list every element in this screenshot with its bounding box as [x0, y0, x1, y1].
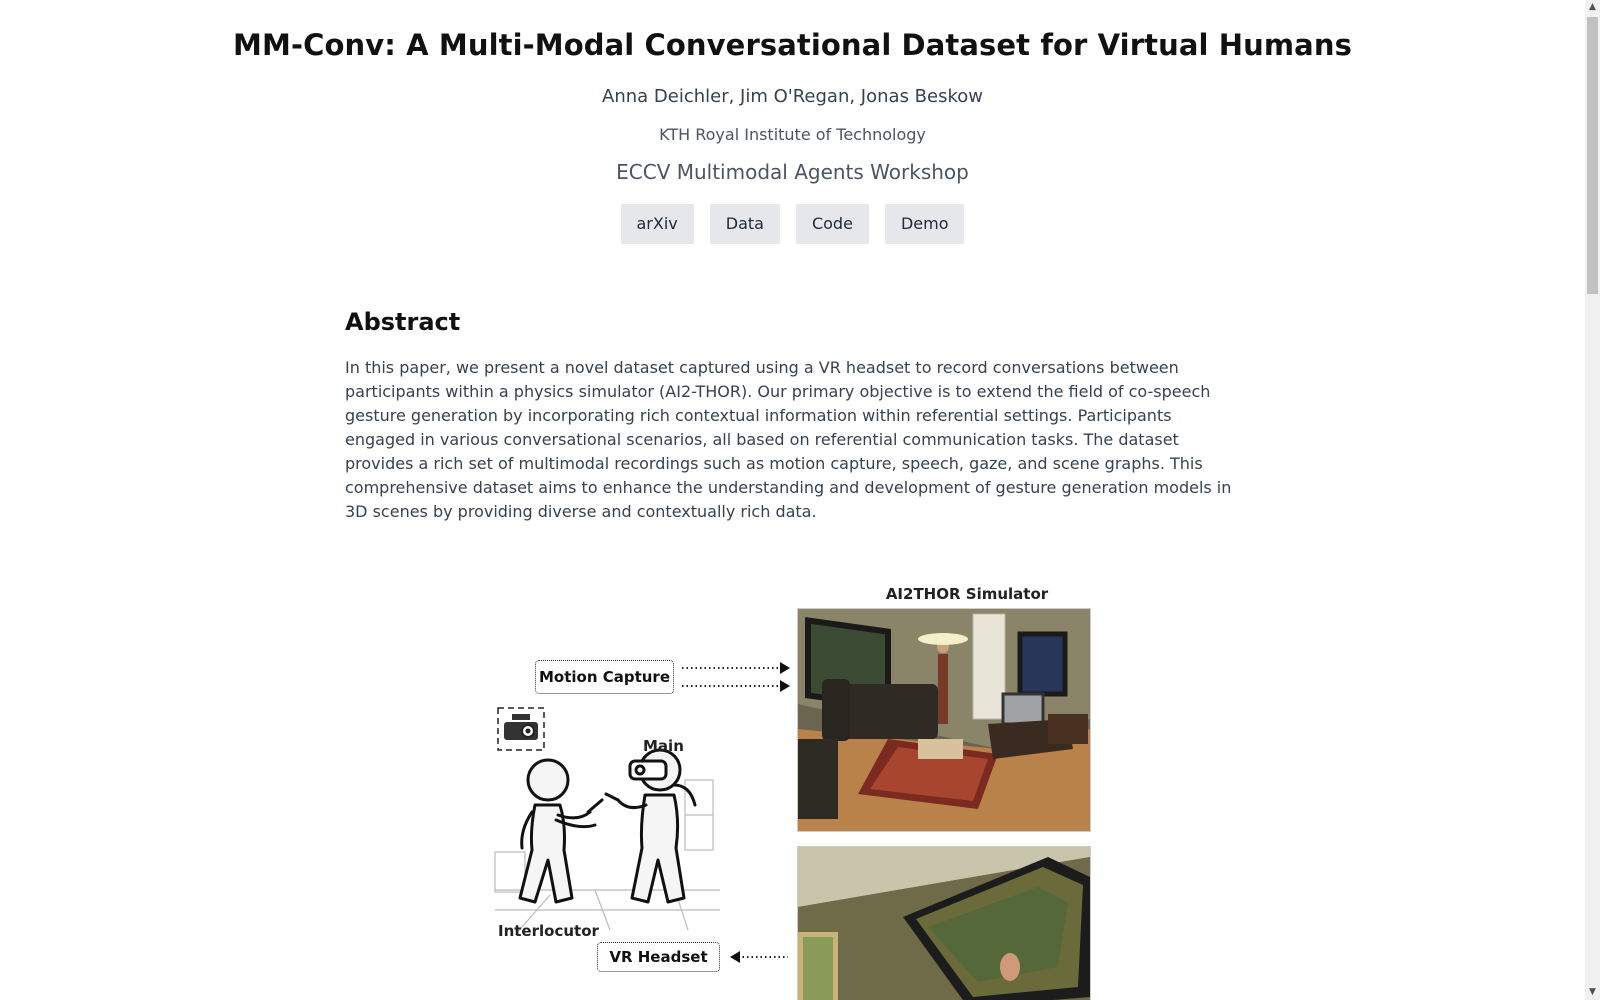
page-title: MM-Conv: A Multi-Modal Conversational Dataset for Virtual Humans — [233, 28, 1352, 62]
motion-capture-label: Motion Capture — [535, 660, 674, 694]
main-figure — [606, 750, 695, 902]
affiliation: KTH Royal Institute of Technology — [659, 125, 926, 144]
authors: Anna Deichler, Jim O'Regan, Jonas Beskow — [602, 86, 983, 107]
simulator-title: AI2THOR Simulator — [885, 585, 1049, 603]
simulator-living-room-image — [797, 608, 1091, 832]
abstract-text: In this paper, we present a novel dataset captured using a VR headset to record conversations between participants within a physics simulator (AI2-THOR). Our primary objective is to extend the field of co-speech gesture generation by incorporating rich contextual information within referential settings. Participants engaged in various conversational scenarios, all based on referential communication tasks. The dataset provides a rich set of multimodal recordings such as motion capture, speech, gaze, and scene graphs. This comprehensive dataset aims to enhance the understanding and development of gesture generation models in 3D scenes by providing diverse and contextually rich data. — [345, 358, 1232, 521]
vr-arrowhead — [730, 951, 740, 963]
arxiv-button[interactable]: arXiv — [621, 204, 694, 244]
interlocutor-figure — [520, 760, 602, 902]
mocap-arrowhead-2 — [780, 680, 790, 692]
interlocutor-label: Interlocutor — [498, 922, 599, 940]
scroll-down-arrow-icon[interactable]: ▼ — [1589, 987, 1596, 997]
main-label: Main — [643, 737, 684, 755]
simulator-first-person-image — [797, 846, 1091, 1000]
abstract-heading: Abstract — [345, 308, 461, 336]
vr-headset-label: VR Headset — [597, 942, 720, 972]
venue: ECCV Multimodal Agents Workshop — [616, 160, 969, 184]
scroll-up-arrow-icon[interactable]: ▲ — [1589, 2, 1596, 12]
link-buttons — [0, 204, 1585, 244]
mocap-arrowhead-1 — [780, 662, 790, 674]
overview-figure — [490, 580, 1100, 1000]
demo-button[interactable]: Demo — [885, 204, 965, 244]
camera-icon — [498, 708, 544, 750]
data-button[interactable]: Data — [710, 204, 780, 244]
vertical-scrollbar[interactable] — [1585, 0, 1600, 1000]
code-button[interactable]: Code — [796, 204, 869, 244]
scrollbar-thumb[interactable] — [1587, 17, 1598, 294]
